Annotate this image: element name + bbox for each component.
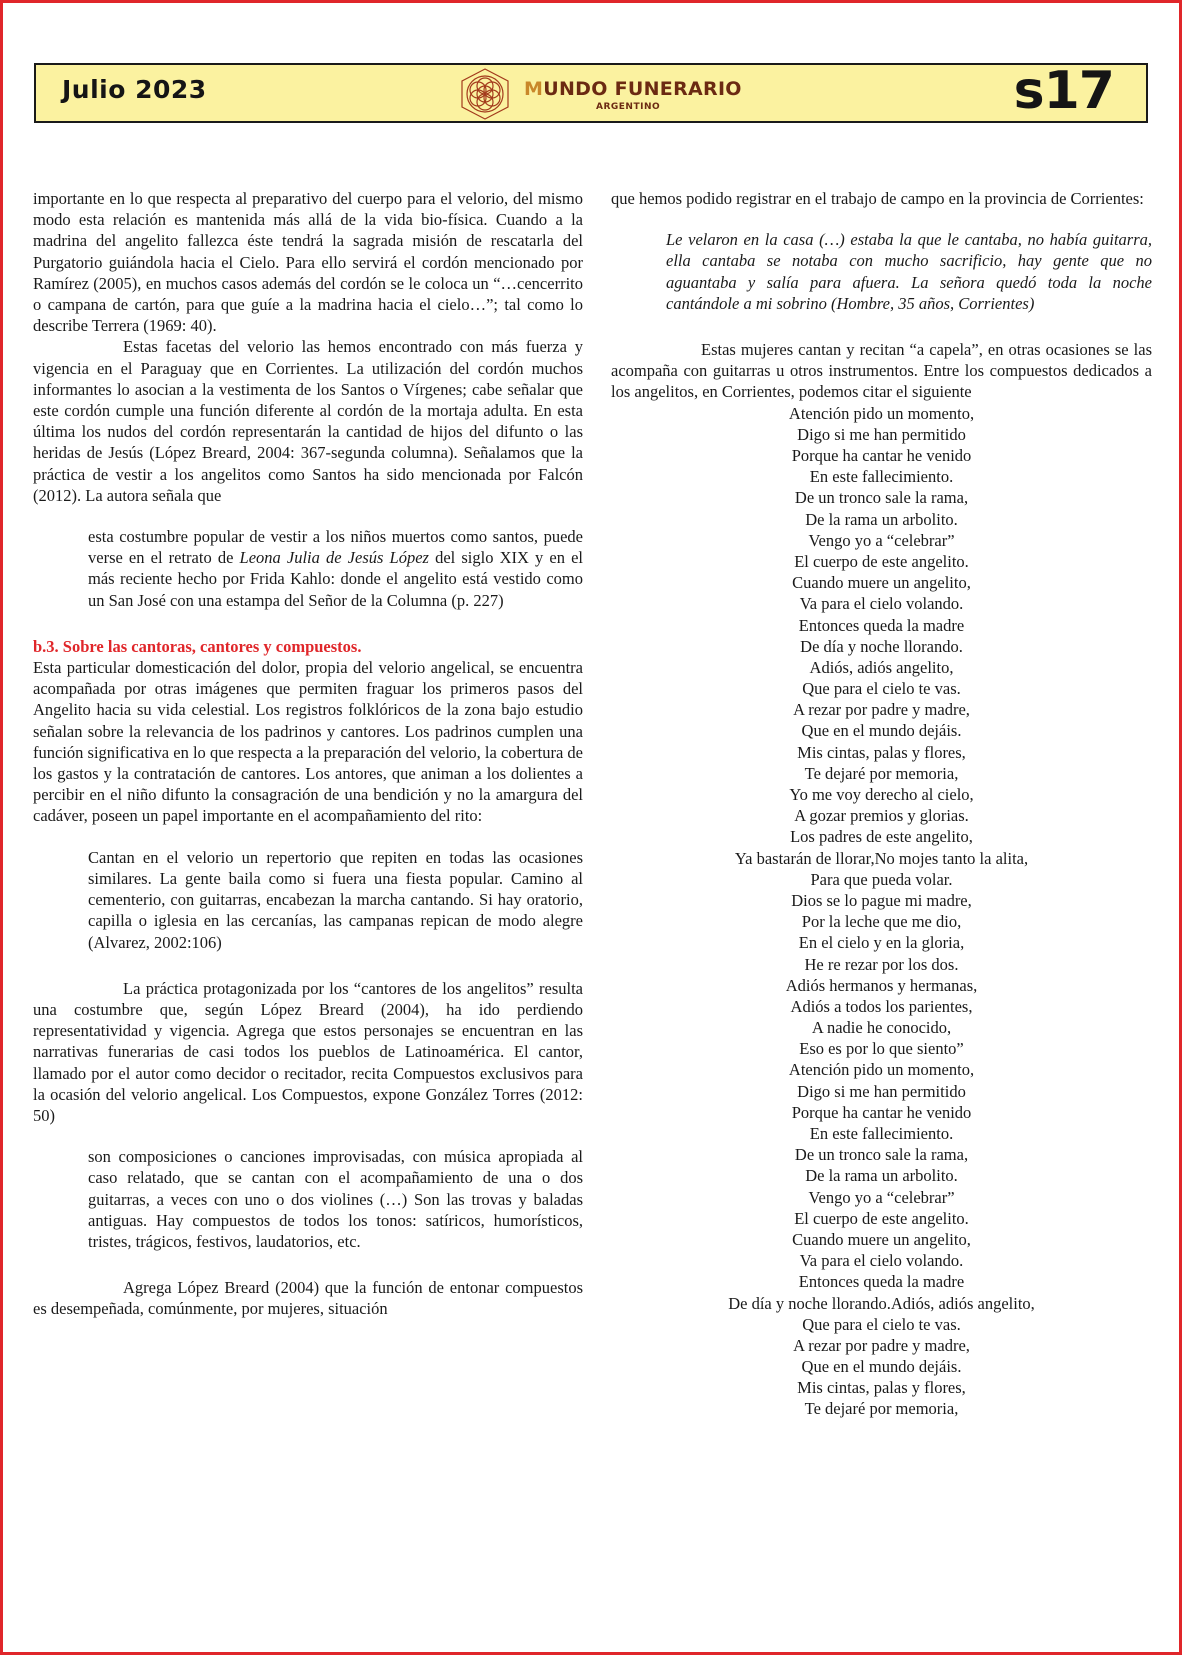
- paragraph: Estas facetas del velorio las hemos encontrado con más fuerza y vigencia en el Paraguay que en Corrientes. La utilización del cordón muchos informantes lo asocian a la vestimenta de los Santos o Vírgenes; cabe señalar que este cordón cumple una función diferente al cordón de la mortaja adulta. En esta última los nudos del cordón representarán la cantidad de hijos del difunto o las heridas de Jesús (López Breard, 2004: 367-segunda columna). Señalamos que la práctica de vestir a los angelitos como Santos ha sido mencionada por Falcón (2012). La autora señala que: [33, 337, 583, 505]
- paragraph: La práctica protagonizada por los “cantores de los angelitos” resulta una costumbre que, según López Breard (2004), ha ido perdiendo representatividad y vigencia. Agrega que estos personajes se encuentran en las narrativas funerarias de casi todos los pueblos de Latinoamérica. El cantor, llamado por el autor como decidor o recitador, recita Compuestos exclusivos para la ocasión del velorio angelical. Los Compuestos, expone González Torres (2012: 50): [33, 978, 583, 1125]
- paragraph: Agrega López Breard (2004) que la función de entonar compuestos es desempeñada, comúnmente, por mujeres, situación: [33, 1278, 583, 1319]
- poem-line: Que en el mundo dejáis.: [801, 1357, 962, 1377]
- poem-line: Mis cintas, palas y flores,: [797, 1378, 966, 1398]
- poem-line: De un tronco sale la rama,: [794, 1145, 969, 1165]
- poem-line: De la rama un arbolito.: [805, 509, 958, 529]
- poem-line: Cuando muere un angelito,: [792, 1229, 971, 1249]
- brand-rest: UNDO FUNERARIO: [543, 78, 742, 100]
- poem-line: Que para el cielo te vas.: [802, 1314, 961, 1334]
- paragraph: Esta particular domesticación del dolor, propia del velorio angelical, se encuentra acompañada por otras imágenes que permiten fraguar los primeros pasos del Angelito hacia su vida celestial. Los registros folklóricos de la zona bajo estudio señalan sobre la relevancia de los padrinos y cantores. Los padrinos cumplen una función significativa en lo que respecta a la preparación del velorio, la cobertura de los gastos y la contratación de cantores. Los antores, que animan a los dolientes a percibir en el niño difunto la consagración de una bendición y no la amargura del cadáver, poseen un papel importante en el acompañamiento del rito:: [33, 658, 583, 826]
- poem-line: Digo si me han permitido: [797, 424, 966, 444]
- poem-line: Ya bastarán de llorar,No mojes tanto la alita,: [734, 848, 1029, 868]
- poem-line: Para que pueda volar.: [810, 869, 953, 889]
- poem-line: Por la leche que me dio,: [801, 912, 962, 932]
- poem-line: Digo si me han permitido: [797, 1081, 966, 1101]
- paragraph: Estas mujeres cantan y recitan “a capela”, en otras ocasiones se las acompaña con guitarras u otros instrumentos. Entre los compuestos dedicados a los angelitos, en Corrientes, podemos citar el siguiente: [611, 340, 1152, 402]
- poem-line: Entonces queda la madre: [798, 615, 965, 635]
- poem-line: Vengo yo a “celebrar”: [808, 530, 955, 550]
- poem-line: Cuando muere un angelito,: [792, 573, 971, 593]
- left-column: [33, 188, 583, 1320]
- brand-initial: M: [524, 78, 544, 100]
- section-heading: b.3. Sobre las cantoras, cantores y compuestos.: [33, 636, 362, 656]
- brand-subtitle: ARGENTINO: [596, 102, 661, 112]
- page-header: [34, 63, 1148, 123]
- brand-name: [524, 78, 742, 100]
- poem-line: Adiós a todos los parientes,: [790, 996, 973, 1016]
- poem-line: Vengo yo a “celebrar”: [808, 1187, 955, 1207]
- poem-line: Mis cintas, palas y flores,: [797, 742, 966, 762]
- poem-line: Dios se lo pague mi madre,: [791, 890, 972, 910]
- poem-line: Adiós hermanos y hermanas,: [785, 975, 978, 995]
- poem-line: Entonces queda la madre: [798, 1272, 965, 1292]
- poem-line: Atención pido un momento,: [788, 1060, 975, 1080]
- block-quote: [88, 526, 583, 611]
- quote-text: del siglo XIX y en el más reciente hecho por Frida Kahlo: donde el angelito está vestido como un San José con una estampa del Señor de la Columna (p. 227): [88, 548, 583, 610]
- poem-line: De la rama un arbolito.: [805, 1166, 958, 1186]
- poem-line: En este fallecimiento.: [809, 467, 954, 487]
- poem-line: En el cielo y en la gloria,: [798, 933, 965, 953]
- poem-line: A gozar premios y glorias.: [794, 806, 969, 826]
- poem-line: El cuerpo de este angelito.: [794, 551, 969, 571]
- paragraph: que hemos podido registrar en el trabajo de campo en la provincia de Corrientes:: [611, 189, 1144, 208]
- poem-line: Adiós, adiós angelito,: [809, 657, 954, 677]
- poem-line: Atención pido un momento,: [788, 403, 975, 423]
- poem-line: A nadie he conocido,: [811, 1018, 952, 1038]
- poem-line: De un tronco sale la rama,: [794, 488, 969, 508]
- page-number: s17: [1013, 61, 1114, 121]
- poem-line: A rezar por padre y madre,: [793, 700, 970, 720]
- poem-line: A rezar por padre y madre,: [793, 1335, 970, 1355]
- flower-of-life-logo-icon: [450, 67, 520, 121]
- poem: [611, 403, 1152, 1420]
- poem-line: Los padres de este angelito,: [790, 827, 973, 847]
- issue-date: Julio 2023: [62, 75, 207, 104]
- poem-line: De día y noche llorando.Adiós, adiós angelito,: [728, 1293, 1035, 1313]
- quote-italic-title: Leona Julia de Jesús López: [239, 548, 429, 568]
- poem-line: Eso es por lo que siento”: [799, 1039, 964, 1059]
- block-quote: son composiciones o canciones improvisadas, con música apropiada al caso relatado, que se cantan con el acompañamiento de una o dos guitarras, a veces con uno o dos violines (…) Son las trovas y baladas antiguas. Hay compuestos de todos los tonos: satíricos, humorísticos, tristes, trágicos, festivos, laudatorios, etc.: [88, 1147, 583, 1251]
- paragraph: importante en lo que respecta al preparativo del cuerpo para el velorio, del mismo modo esta relación es mantenida más allá de la vida bio-física. Cuando a la madrina del angelito fallezca éste tendrá la sagrada misión de rescatarla del Purgatorio guiándola hacia el Cielo. Para ello servirá el cordón mencionado por Ramírez (2005), en muchos casos además del cordón se le coloca un “…cencerrito o campana de cartón, para que guíe a la madrina hacia el cielo…”; tal como lo describe Terrera (1969: 40).: [33, 189, 583, 336]
- poem-line: He re rezar por los dos.: [804, 954, 959, 974]
- poem-line: Va para el cielo volando.: [799, 1251, 964, 1271]
- quote-text: esta costumbre popular de vestir a los niños muertos como santos, puede verse en el retrato de: [88, 527, 583, 568]
- poem-line: Que en el mundo dejáis.: [801, 721, 962, 741]
- poem-line: Yo me voy derecho al cielo,: [789, 785, 974, 804]
- poem-line: En este fallecimiento.: [809, 1124, 954, 1143]
- poem-line: Porque ha cantar he venido: [791, 446, 972, 465]
- poem-line: De día y noche llorando.: [800, 636, 963, 656]
- right-column: [611, 188, 1152, 1420]
- poem-line: Va para el cielo volando.: [799, 594, 964, 614]
- poem-line: Que para el cielo te vas.: [802, 679, 961, 699]
- poem-line: Porque ha cantar he venido: [791, 1102, 972, 1122]
- poem-line: Te dejaré por memoria,: [804, 763, 959, 783]
- poem-line: El cuerpo de este angelito.: [794, 1208, 969, 1228]
- block-quote: Le velaron en la casa (…) estaba la que le cantaba, no había guitarra, ella cantaba se notaba con mucho sacrificio, hay gente que no aguantaba y salía para afuera. La señora quedó toda la noche cantándole a mi sobrino (Hombre, 35 años, Corrientes): [666, 230, 1152, 313]
- block-quote: Cantan en el velorio un repertorio que repiten en todas las ocasiones similares. La gente baila como si fuera una fiesta popular. Camino al cementerio, con guitarras, encabezan la marcha cantando. Si hay oratorio, capilla o iglesia en las cercanías, las campanas repican de modo alegre (Alvarez, 2002:106): [88, 847, 583, 952]
- poem-line: Te dejaré por memoria,: [804, 1399, 959, 1419]
